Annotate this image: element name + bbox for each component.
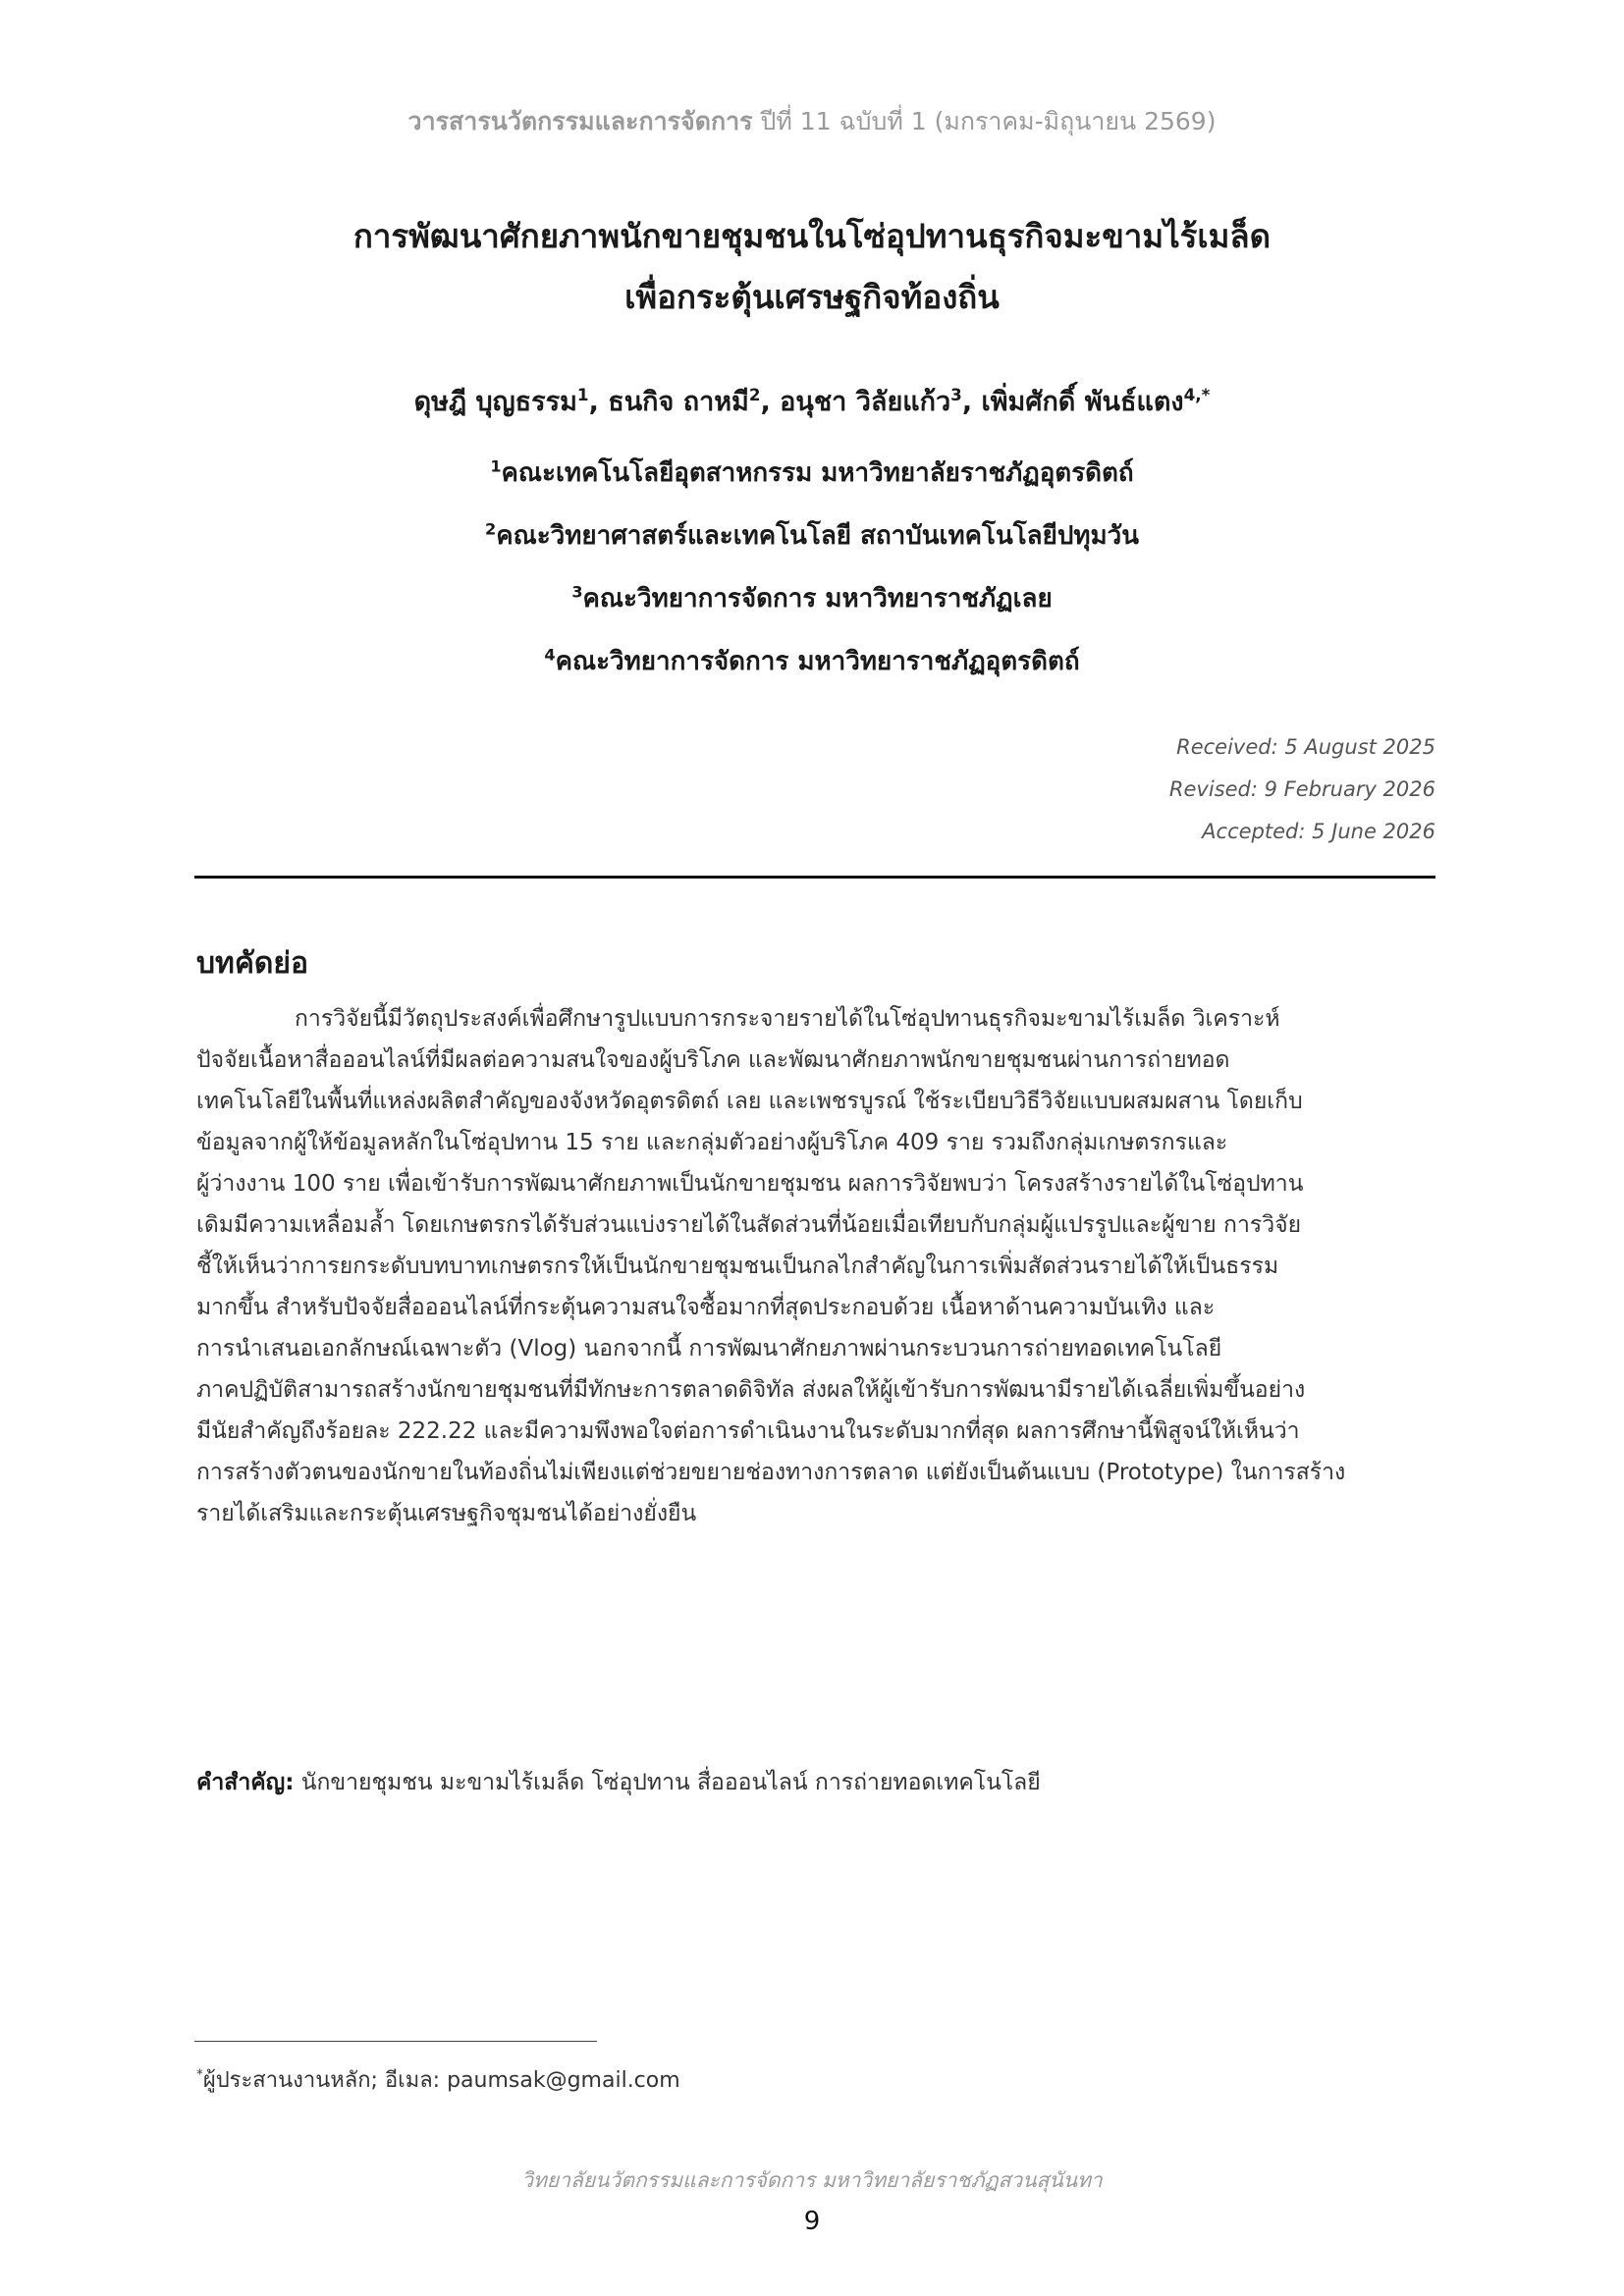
- author-separator: ,: [760, 387, 781, 417]
- abstract-line: มากขึ้น สำหรับปัจจัยสื่อออนไลน์ที่กระตุ้นความสนใจซื้อมากที่สุดประกอบด้วย เนื้อหาด้านความบันเทิง และ: [196, 1295, 1216, 1320]
- author-superscript: 4,*: [1183, 385, 1211, 404]
- affiliation-2: [147, 505, 1477, 567]
- abstract-line: เดิมมีความเหลื่อมล้ำ โดยเกษตรกรได้รับส่วนแบ่งรายได้ในสัดส่วนที่น้อยเมื่อเทียบกับกลุ่มผู้แปรรูปและผู้ขาย การวิจัย: [196, 1212, 1302, 1238]
- abstract-line: ชี้ให้เห็นว่าการยกระดับบทบาทเกษตรกรให้เป็นนักขายชุมชนเป็นกลไกสำคัญในการเพิ่มสัดส่วนรายได้ให้เป็นธรรม: [196, 1254, 1279, 1279]
- author-name: เพิ่มศักดิ์ พันธ์แตง: [981, 387, 1184, 417]
- abstract-body: [196, 998, 1435, 1534]
- author-superscript: 2: [748, 385, 761, 404]
- author-superscript: 1: [576, 385, 589, 404]
- affiliation-text: คณะวิทยาการจัดการ มหาวิทยาราชภัฏเลย: [582, 584, 1053, 614]
- abstract-line: ปัจจัยเนื้อหาสื่อออนไลน์ที่มีผลต่อความสนใจของผู้บริโภค และพัฒนาศักยภาพนักขายชุมชนผ่านการถ่ายทอด: [196, 1047, 1230, 1073]
- abstract-line: ข้อมูลจากผู้ให้ข้อมูลหลักในโซ่อุปทาน 15 ราย และกลุ่มตัวอย่างผู้บริโภค 409 ราย รวมถึงกลุ่มเกษตรกรและ: [196, 1130, 1228, 1155]
- submission-dates: [1169, 726, 1435, 853]
- accepted-date: Accepted: 5 June 2026: [1202, 820, 1435, 843]
- abstract-line: การสร้างตัวตนของนักขายในท้องถิ่นไม่เพียงแต่ช่วยขยายช่องทางการตลาด แต่ยังเป็นต้นแบบ (Prototype) ในการสร้าง: [196, 1460, 1346, 1485]
- abstract-line: ผู้ว่างงาน 100 ราย เพื่อเข้ารับการพัฒนาศักยภาพเป็นนักขายชุมชน ผลการวิจัยพบว่า โครงสร้างรายได้ในโซ่อุปทาน: [196, 1171, 1304, 1197]
- keywords-label: คำสำคัญ:: [196, 1770, 295, 1795]
- footnote-divider: [194, 2041, 597, 2042]
- title-line-1: การพัฒนาศักยภาพนักขายชุมชนในโซ่อุปทานธุรกิจมะขามไร้เมล็ด: [352, 217, 1272, 255]
- footnote: [196, 2062, 680, 2097]
- issue-info: ปีที่ 11 ฉบับที่ 1 (มกราคม-มิถุนายน 2569): [760, 107, 1217, 135]
- affiliation-4: [147, 630, 1477, 693]
- affiliation-superscript: 1: [490, 456, 502, 476]
- affiliation-superscript: 2: [484, 519, 497, 539]
- affiliation-text: คณะวิทยาศาสตร์และเทคโนโลยี สถาบันเทคโนโลยีปทุมวัน: [496, 521, 1140, 551]
- affiliation-text: คณะวิทยาการจัดการ มหาวิทยาราชภัฏอุตรดิตถ์: [555, 647, 1080, 676]
- title-line-2: เพื่อกระตุ้นเศรษฐกิจท้องถิ่น: [624, 278, 1000, 316]
- footer-institution: วิทยาลัยนวัตกรรมและการจัดการ มหาวิทยาลัยราชภัฏสวนสุนันทา: [521, 2168, 1103, 2192]
- author-separator: ,: [588, 387, 609, 417]
- author-name: ธนกิจ ถาหมี: [608, 387, 749, 417]
- author-superscript: 3: [950, 385, 962, 404]
- running-head: [0, 102, 1624, 141]
- affiliation-1: [147, 442, 1477, 505]
- abstract-heading: บทคัดย่อ: [196, 946, 308, 981]
- paper-title: [196, 206, 1428, 328]
- abstract-line: การนำเสนอเอกลักษณ์เฉพาะตัว (Vlog) นอกจากนี้ การพัฒนาศักยภาพผ่านกระบวนการถ่ายทอดเทคโนโลยี: [196, 1336, 1222, 1362]
- footnote-mark: *: [196, 2066, 203, 2083]
- affiliation-superscript: 3: [571, 582, 583, 602]
- page-number: 9: [803, 2207, 821, 2236]
- author-separator: ,: [961, 387, 982, 417]
- affiliation-3: [147, 567, 1477, 630]
- affiliation-list: [147, 442, 1477, 693]
- revised-date: Revised: 9 February 2026: [1168, 777, 1435, 801]
- author-name: ดุษฎี บุญธรรม: [413, 387, 577, 417]
- abstract-line: เทคโนโลยีในพื้นที่แหล่งผลิตสำคัญของจังหวัดอุตรดิตถ์ เลย และเพชรบูรณ์ ใช้ระเบียบวิธีวิจัยแบบผสมผสาน โดยเก็บ: [196, 1089, 1303, 1114]
- section-divider: [194, 876, 1435, 879]
- footnote-text: ผู้ประสานงานหลัก; อีเมล: paumsak@gmail.com: [202, 2068, 680, 2093]
- journal-name: วารสารนวัตกรรมและการจัดการ: [407, 107, 753, 135]
- abstract-line: มีนัยสำคัญถึงร้อยละ 222.22 และมีความพึงพอใจต่อการดำเนินงานในระดับมากที่สุด ผลการศึกษานี้พิสูจน์ให้เห็นว่า: [196, 1418, 1300, 1444]
- author-list: [147, 383, 1477, 422]
- keywords: [196, 1765, 1435, 1800]
- received-date: Received: 5 August 2025: [1176, 735, 1435, 759]
- keywords-text: นักขายชุมชน มะขามไร้เมล็ด โซ่อุปทาน สื่อออนไลน์ การถ่ายทอดเทคโนโลยี: [300, 1770, 1041, 1795]
- affiliation-text: คณะเทคโนโลยีอุตสาหกรรม มหาวิทยาลัยราชภัฏอุตรดิตถ์: [501, 458, 1134, 488]
- affiliation-superscript: 4: [544, 645, 556, 665]
- author-name: อนุชา วิลัยแก้ว: [780, 387, 951, 417]
- abstract-line: รายได้เสริมและกระตุ้นเศรษฐกิจชุมชนได้อย่างยั่งยืน: [196, 1501, 697, 1526]
- abstract-line: ภาคปฏิบัติสามารถสร้างนักขายชุมชนที่มีทักษะการตลาดดิจิทัล ส่งผลให้ผู้เข้ารับการพัฒนามีรายได้เฉลี่ยเพิ่มขึ้นอย่าง: [196, 1377, 1306, 1403]
- abstract-line: การวิจัยนี้มีวัตถุประสงค์เพื่อศึกษารูปแบบการกระจายรายได้ในโซ่อุปทานธุรกิจมะขามไร้เมล็ด วิเคราะห์: [295, 1006, 1280, 1032]
